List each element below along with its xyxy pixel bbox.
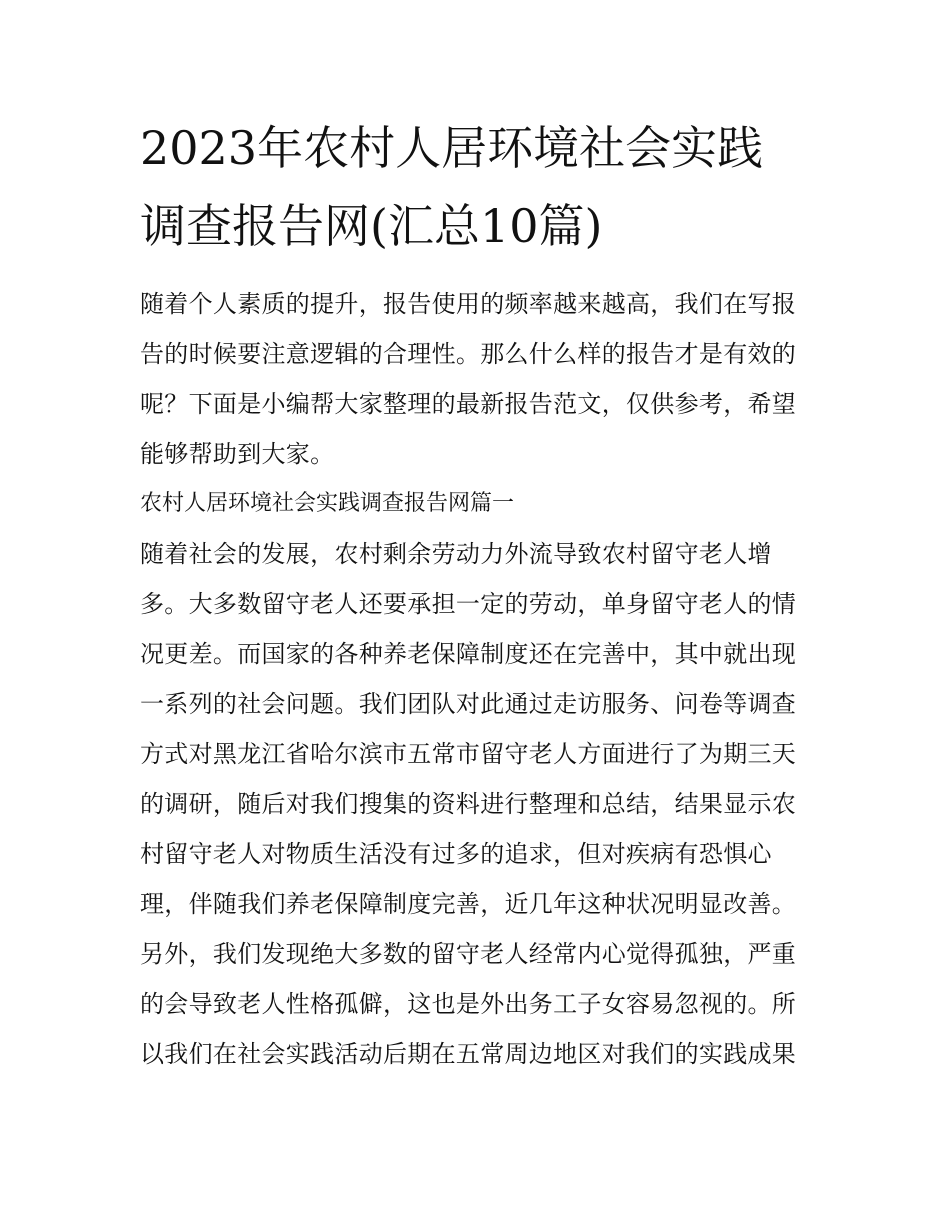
body-line-8: 理，伴随我们养老保障制度完善，近几年这种状况明显改善。 <box>140 890 797 918</box>
body-line-1: 随着社会的发展，农村剩余劳动力外流导致农村留守老人增 <box>140 540 772 568</box>
intro-line-3: 呢？下面是小编帮大家整理的最新报告范文，仅供参考，希望 <box>140 390 797 418</box>
intro-line-4: 能够帮助到大家。 <box>140 440 335 468</box>
body-line-7: 村留守老人对物质生活没有过多的追求，但对疾病有恐惧心 <box>140 840 772 868</box>
document-title-line-2: 调查报告网(汇总10篇) <box>140 199 603 253</box>
body-line-3: 况更差。而国家的各种养老保障制度还在完善中，其中就出现 <box>140 640 797 668</box>
body-line-9: 另外，我们发现绝大多数的留守老人经常内心觉得孤独，严重 <box>140 940 797 968</box>
intro-line-1: 随着个人素质的提升，报告使用的频率越来越高，我们在写报 <box>140 290 797 318</box>
intro-line-2: 告的时候要注意逻辑的合理性。那么什么样的报告才是有效的 <box>140 340 797 368</box>
body-line-10: 的会导致老人性格孤僻，这也是外出务工子女容易忽视的。所 <box>140 990 797 1018</box>
body-line-4: 一系列的社会问题。我们团队对此通过走访服务、问卷等调查 <box>140 690 797 718</box>
section-heading: 农村人居环境社会实践调查报告网篇一 <box>140 491 515 516</box>
body-line-2: 多。大多数留守老人还要承担一定的劳动，单身留守老人的情 <box>140 590 797 618</box>
body-line-6: 的调研，随后对我们搜集的资料进行整理和总结，结果显示农 <box>140 790 797 818</box>
body-line-11: 以我们在社会实践活动后期在五常周边地区对我们的实践成果 <box>140 1040 797 1068</box>
body-line-5: 方式对黑龙江省哈尔滨市五常市留守老人方面进行了为期三天 <box>140 740 797 768</box>
document-title-line-1: 2023年农村人居环境社会实践 <box>140 121 764 175</box>
